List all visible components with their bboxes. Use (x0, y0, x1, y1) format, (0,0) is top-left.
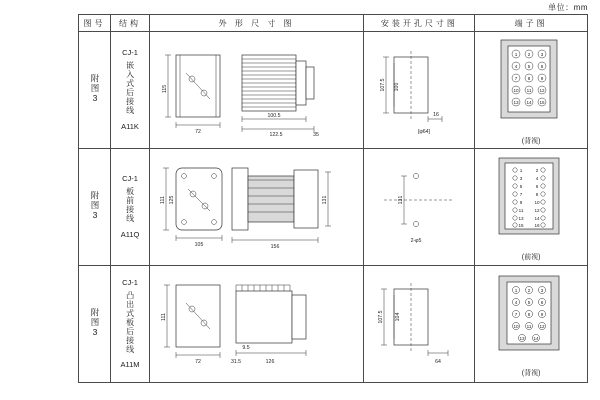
hole-drawing-2 (364, 150, 472, 264)
structure-code: A11Q (120, 229, 140, 239)
svg-text:14: 14 (526, 100, 532, 105)
cell-structure (111, 32, 149, 149)
header-hole: 安装开孔尺寸图 (364, 15, 475, 32)
table-header-row (79, 15, 588, 32)
svg-text:3: 3 (540, 52, 544, 57)
dim-131: 131 (321, 195, 328, 205)
svg-text:1: 1 (514, 52, 518, 57)
dim-16: 16 (433, 112, 440, 118)
svg-text:7: 7 (514, 312, 518, 317)
svg-text:8: 8 (535, 192, 539, 197)
svg-text:14: 14 (534, 216, 540, 221)
svg-text:12: 12 (534, 208, 540, 213)
structure-text: 板前接线 (125, 187, 135, 224)
cell-outline (149, 266, 364, 383)
svg-text:13: 13 (513, 100, 519, 105)
cell-outline (149, 32, 364, 149)
cell-terminal (475, 149, 588, 266)
structure-model: CJ-1 (122, 277, 138, 287)
svg-text:8: 8 (527, 312, 531, 317)
svg-text:5: 5 (519, 184, 523, 189)
svg-text:7: 7 (514, 76, 518, 81)
svg-text:4: 4 (514, 64, 518, 69)
dim-31-5: 31.5 (230, 359, 241, 365)
dim-156: 156 (270, 244, 280, 250)
svg-text:11: 11 (526, 324, 532, 329)
structure-block (111, 278, 148, 370)
svg-text:7: 7 (519, 192, 523, 197)
spec-table (78, 14, 588, 383)
dim-107-5: 107.5 (378, 310, 385, 324)
dim-100-5: 100.5 (267, 113, 281, 119)
svg-text:6: 6 (540, 300, 544, 305)
cell-fig-no (79, 32, 111, 149)
table-row (79, 149, 588, 266)
svg-text:6: 6 (540, 64, 544, 69)
fig-no-text: 附图3 (90, 74, 101, 104)
structure-code: A11M (120, 360, 140, 370)
svg-text:9: 9 (540, 76, 544, 81)
svg-text:2: 2 (527, 288, 531, 293)
svg-text:11: 11 (518, 208, 524, 213)
svg-text:15: 15 (518, 223, 524, 228)
hole-drawing-3 (364, 267, 472, 381)
svg-text:9: 9 (540, 312, 544, 317)
svg-text:2: 2 (527, 52, 531, 57)
cell-structure (111, 149, 149, 266)
svg-text:2: 2 (535, 168, 539, 173)
svg-text:5: 5 (527, 300, 531, 305)
cell-terminal (475, 32, 588, 149)
dim-122-5: 122.5 (269, 132, 283, 138)
structure-model: CJ-1 (122, 48, 138, 58)
terminal-drawing-3 (475, 270, 585, 366)
header-structure: 结构 (111, 15, 149, 32)
svg-text:10: 10 (534, 200, 540, 205)
svg-text:10: 10 (513, 88, 519, 93)
dim-72: 72 (194, 359, 201, 365)
cell-structure (111, 266, 149, 383)
svg-text:6: 6 (535, 184, 539, 189)
svg-text:5: 5 (527, 64, 531, 69)
dim-115: 115 (161, 84, 168, 94)
svg-text:4: 4 (535, 176, 539, 181)
svg-text:12: 12 (539, 88, 545, 93)
structure-model: CJ-1 (122, 174, 138, 184)
dim-phi64: [φ64] (418, 129, 431, 135)
outline-drawing-3 (150, 267, 362, 381)
dim-107-5: 107.5 (380, 78, 387, 92)
svg-text:1: 1 (519, 168, 523, 173)
svg-text:9: 9 (519, 200, 523, 205)
table-row (79, 266, 588, 383)
svg-text:13: 13 (518, 216, 524, 221)
cell-hole (364, 32, 475, 149)
structure-text: 嵌入式后接线 (125, 61, 135, 116)
structure-code: A11K (121, 121, 139, 131)
dim-104: 104 (395, 312, 402, 322)
table-row (79, 32, 588, 149)
cell-terminal (475, 266, 588, 383)
dim-2-phi5: 2-φ5 (411, 238, 422, 244)
terminal-drawing-2 (475, 152, 585, 250)
terminal-caption: (前视) (521, 254, 541, 261)
cell-hole (364, 149, 475, 266)
dim-125: 125 (168, 195, 175, 205)
cell-outline (149, 149, 364, 266)
svg-text:16: 16 (534, 223, 540, 228)
terminal-caption: (背视) (521, 370, 541, 377)
svg-text:12: 12 (539, 324, 545, 329)
dim-100: 100 (394, 82, 401, 92)
svg-text:11: 11 (526, 88, 532, 93)
dim-111: 111 (160, 313, 167, 321)
dim-64: 64 (435, 359, 442, 365)
dim-126: 126 (265, 359, 275, 365)
header-terminal: 端子图 (475, 15, 588, 32)
terminal-drawing-1 (475, 34, 585, 134)
structure-text: 凸出式板后接线 (125, 290, 135, 354)
cell-fig-no (79, 266, 111, 383)
cell-fig-no (79, 149, 111, 266)
svg-text:3: 3 (540, 288, 544, 293)
svg-text:15: 15 (539, 100, 545, 105)
fig-no-text: 附图3 (90, 308, 101, 338)
svg-text:10: 10 (513, 324, 519, 329)
cell-hole (364, 266, 475, 383)
terminal-caption: (背视) (521, 138, 541, 145)
header-fig-no: 图号 (79, 15, 111, 32)
svg-text:13: 13 (519, 336, 525, 341)
svg-text:3: 3 (519, 176, 523, 181)
fig-no-text: 附图3 (90, 191, 101, 221)
svg-text:1: 1 (514, 288, 518, 293)
svg-text:8: 8 (527, 76, 531, 81)
dim-72: 72 (194, 129, 201, 135)
hole-drawing-1 (364, 33, 472, 147)
structure-block (111, 48, 148, 131)
outline-drawing-2 (150, 150, 362, 264)
dim-35: 35 (312, 132, 319, 138)
header-outline: 外 形 尺 寸 图 (149, 15, 364, 32)
dim-111: 111 (159, 196, 166, 204)
svg-text:4: 4 (514, 300, 518, 305)
structure-block (111, 174, 148, 239)
svg-text:14: 14 (533, 336, 539, 341)
unit-label: 单位：mm (548, 3, 588, 12)
dim-131: 131 (398, 195, 405, 205)
dim-9-5: 9.5 (242, 345, 250, 351)
outline-drawing-1 (150, 33, 362, 147)
dim-105: 105 (194, 242, 204, 248)
